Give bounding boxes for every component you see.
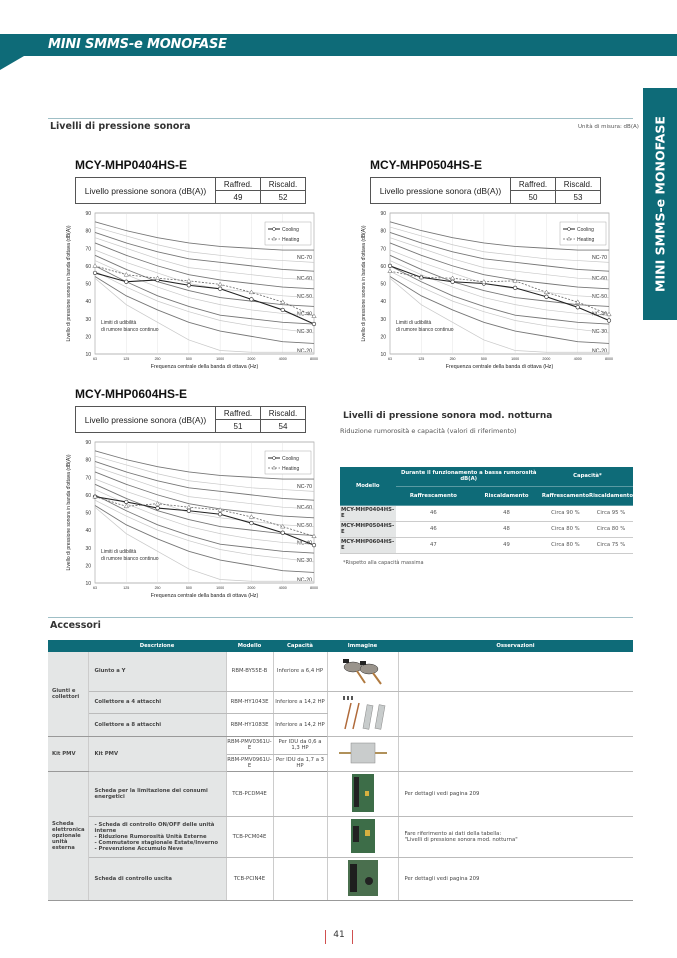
header-pipe-image <box>327 691 398 736</box>
model-block-0504 <box>370 158 601 204</box>
header-cooling: Raffrescamento <box>542 486 589 505</box>
cooling-point <box>312 322 316 326</box>
cell-description: Scheda per la limitazione dei consumi energetici <box>88 771 226 816</box>
x-tick-label: 500 <box>185 357 192 361</box>
cell: Circa 75 % <box>589 537 633 553</box>
cell: 46 <box>396 505 472 521</box>
y-tick-label: 80 <box>85 228 91 235</box>
cell: Circa 90 % <box>542 505 589 521</box>
sound-level-label: Livello pressione sonora (dB(A)) <box>76 178 216 204</box>
cell-model: MCY-MHP0404HS-E <box>341 507 395 519</box>
header-wedge <box>0 56 24 70</box>
nc-curve-label: NC-50 <box>297 293 312 300</box>
y-tick-label: 80 <box>85 457 91 464</box>
x-tick-label: 125 <box>123 586 130 590</box>
legend-label: Heating <box>577 237 595 243</box>
header-heating: Riscaldamento <box>471 486 542 505</box>
cooling-point <box>388 264 392 268</box>
sound-level-table <box>75 406 306 433</box>
section-title-accessories: Accessori <box>50 620 101 631</box>
y-tick-label: 50 <box>380 281 386 288</box>
x-tick-label: 1000 <box>216 586 225 590</box>
col-cooling: Raffred. <box>216 407 261 420</box>
nc-curve-label: NC-40 <box>297 311 312 318</box>
table-row <box>340 505 633 521</box>
nc-curve-label: NC-40 <box>592 311 607 318</box>
cell-model: RBM-PMV0361U-E <box>226 736 273 755</box>
cell: 49 <box>471 537 542 553</box>
x-tick-label: 250 <box>154 586 161 590</box>
y-tick-label: 40 <box>85 528 91 535</box>
table-row <box>48 652 633 691</box>
sound-level-table <box>75 177 306 204</box>
value-cooling: 51 <box>216 420 261 433</box>
annotation-text: Limiti di udibilità <box>396 320 432 326</box>
x-tick-label: 125 <box>418 357 425 361</box>
cooling-point <box>250 298 254 302</box>
cell: Circa 95 % <box>589 505 633 521</box>
table-row <box>340 537 633 553</box>
desc-line: - Commutatore stagionale Estate/Inverno <box>94 839 219 846</box>
cell-model: TCB-PCIN4E <box>226 857 273 900</box>
nc-curve-label: NC-70 <box>297 484 312 491</box>
nc-curve-label: NC-70 <box>592 255 607 262</box>
sound-level-label: Livello pressione sonora (dB(A)) <box>76 407 216 433</box>
col-heating: Riscald. <box>261 407 306 420</box>
cell-model: RBM-HY1083E <box>226 714 273 737</box>
cooling-point <box>218 512 222 516</box>
sound-level-table <box>370 177 601 204</box>
nc-curve-label: NC-20 <box>297 577 312 584</box>
table-row <box>48 771 633 816</box>
section-title-sound: Livelli di pressione sonora <box>50 121 191 132</box>
cell-description: Collettore a 8 attacchi <box>88 714 226 737</box>
header-capacity: Capacità* <box>542 467 633 486</box>
legend-cooling-marker <box>273 228 276 231</box>
nc-curve-label: NC-60 <box>297 505 312 512</box>
accessories-table <box>48 640 633 901</box>
x-tick-label: 8000 <box>310 586 318 590</box>
cell-model: RBM-PMV0961U-E <box>226 755 273 771</box>
annotation-text: di rumore bianco continuo <box>101 327 159 333</box>
pcb-image <box>327 857 398 900</box>
pcb-image <box>327 816 398 857</box>
value-heating: 52 <box>261 191 306 204</box>
legend-label: Cooling <box>577 227 594 233</box>
annotation-text: Limiti di udibilità <box>101 320 137 326</box>
cell-notes: Per dettagli vedi pagina 209 <box>398 771 633 816</box>
y-tick-label: 60 <box>85 263 91 270</box>
cooling-point <box>545 295 549 299</box>
legend-label: Cooling <box>282 227 299 233</box>
cooling-point <box>124 280 128 284</box>
y-tick-label: 30 <box>380 316 386 323</box>
nc-curve-label: NC-60 <box>592 276 607 283</box>
cooling-point <box>156 506 160 510</box>
nc-curve-label: NC-60 <box>297 276 312 283</box>
y-tick-label: 70 <box>85 475 91 482</box>
y-tick-label: 60 <box>380 263 386 270</box>
cooling-point <box>218 287 222 291</box>
legend-cooling-marker <box>568 228 571 231</box>
y-tick-label: 60 <box>85 492 91 499</box>
x-tick-label: 8000 <box>310 357 318 361</box>
y-tick-label: 80 <box>380 228 386 235</box>
cell-description: Giunto a Y <box>88 652 226 691</box>
cell-capacity: Per IDU da 0,6 a 1,3 HP <box>273 736 327 755</box>
nc-curve-label: NC-20 <box>592 348 607 355</box>
header-model: Modello <box>340 467 396 505</box>
cell-description: Collettore a 4 attacchi <box>88 691 226 714</box>
cooling-point <box>187 283 191 287</box>
header-heating: Riscaldamento <box>589 486 633 505</box>
y-tick-label: 70 <box>85 246 91 253</box>
section-divider <box>48 617 633 618</box>
x-tick-label: 8000 <box>605 357 613 361</box>
y-tick-label: 40 <box>380 299 386 306</box>
cell-model: RBM-HY1043E <box>226 691 273 714</box>
cooling-point <box>451 280 455 284</box>
x-tick-label: 4000 <box>573 357 582 361</box>
x-tick-label: 125 <box>123 357 130 361</box>
cell: 47 <box>396 537 472 553</box>
notes-line: "Livelli di pressione sonora mod. notturna" <box>404 836 518 843</box>
x-tick-label: 63 <box>388 357 392 361</box>
y-tick-label: 50 <box>85 510 91 517</box>
x-axis-label: Frequenza centrale della banda di ottava (Hz) <box>150 593 259 599</box>
header-capacity: Capacità <box>273 640 327 652</box>
header-low-noise: Durante il funzionamento a bassa rumorosità dB(A) <box>396 467 542 486</box>
cell-description <box>88 816 226 857</box>
cooling-point <box>250 521 254 525</box>
x-tick-label: 2000 <box>247 357 256 361</box>
annotation-text: di rumore bianco continuo <box>101 556 159 562</box>
cell-description: Kit PMV <box>88 736 226 771</box>
cooling-point <box>281 308 285 312</box>
y-tick-label: 40 <box>85 299 91 306</box>
unit-note: Unità di misura: dB(A) <box>578 124 639 130</box>
cooling-point <box>124 500 128 504</box>
night-title: Livelli di pressione sonora mod. notturna <box>343 411 553 421</box>
nc-chart-0404 <box>62 208 324 373</box>
cell: 48 <box>471 505 542 521</box>
cooling-point <box>93 271 97 275</box>
cell-capacity <box>273 816 327 857</box>
cell: Circa 80 % <box>589 521 633 537</box>
cell-capacity: Inferiore a 6,4 HP <box>273 652 327 691</box>
nc-curve-label: NC-40 <box>297 540 312 547</box>
page-number: 41 <box>325 930 353 944</box>
header-image: Immagine <box>327 640 398 652</box>
cell-model: MCY-MHP0504HS-E <box>341 523 395 535</box>
cell-notes <box>398 816 633 857</box>
desc-line: - Riduzione Rumorosità Unità Esterne <box>94 833 207 840</box>
cooling-point <box>281 531 285 535</box>
sound-level-label: Livello pressione sonora (dB(A)) <box>371 178 511 204</box>
y-axis-label: Livello di pressione sonora in banda d'ottava (dB(A)) <box>66 454 72 571</box>
notes-line: Fare riferimento ai dati della tabella: <box>404 830 502 837</box>
y-tick-label: 30 <box>85 545 91 552</box>
night-footnote: *Rispetto alla capacità massima <box>343 560 424 566</box>
x-tick-label: 2000 <box>247 586 256 590</box>
x-tick-label: 250 <box>449 357 456 361</box>
table-row <box>48 691 633 714</box>
model-block-0604 <box>75 387 306 433</box>
cell-model: TCB-PCM04E <box>226 816 273 857</box>
section-divider <box>48 118 633 119</box>
table-row <box>340 521 633 537</box>
cooling-point <box>513 286 517 290</box>
model-title: MCY-MHP0604HS-E <box>75 387 188 401</box>
nc-chart-0604 <box>62 437 324 602</box>
legend-label: Heating <box>282 466 300 472</box>
nc-curve-label: NC-50 <box>297 522 312 529</box>
group-pcb: Scheda elettronica opzionale unità esterna <box>48 771 88 900</box>
pmv-kit-image <box>327 736 398 771</box>
x-tick-label: 63 <box>93 357 97 361</box>
y-tick-label: 30 <box>85 316 91 323</box>
page-header-title: MINI SMMS-e MONOFASE <box>48 37 227 52</box>
model-title: MCY-MHP0504HS-E <box>370 158 483 172</box>
table-row <box>48 816 633 857</box>
cooling-point <box>576 305 580 309</box>
cell: 48 <box>471 521 542 537</box>
cell-notes: Per dettagli vedi pagina 209 <box>398 857 633 900</box>
night-subtitle: Riduzione rumorosità e capacità (valori di riferimento) <box>340 427 517 435</box>
cell-capacity <box>273 857 327 900</box>
y-joint-image <box>327 652 398 691</box>
cell-model: TCB-PCDM4E <box>226 771 273 816</box>
cell-capacity: Inferiore a 14,2 HP <box>273 714 327 737</box>
desc-line: - Scheda di controllo ON/OFF delle unità interne <box>94 821 215 834</box>
y-axis-label: Livello di pressione sonora in banda d'ottava (dB(A)) <box>66 225 72 342</box>
x-tick-label: 4000 <box>278 357 287 361</box>
x-tick-label: 500 <box>185 586 192 590</box>
value-cooling: 49 <box>216 191 261 204</box>
cell-notes <box>398 736 633 771</box>
cell-capacity: Inferiore a 14,2 HP <box>273 691 327 714</box>
header-notes: Osservazioni <box>398 640 633 652</box>
header-cooling: Raffrescamento <box>396 486 472 505</box>
annotation-text: Limiti di udibilità <box>101 549 137 555</box>
y-tick-label: 90 <box>85 211 91 217</box>
nc-curve-label: NC-20 <box>297 348 312 355</box>
group-pmv: Kit PMV <box>48 736 88 771</box>
night-mode-table <box>340 467 633 554</box>
col-heating: Riscald. <box>556 178 601 191</box>
desc-line: - Prevenzione Accumulo Neve <box>94 845 184 852</box>
nc-curve-label: NC-70 <box>297 255 312 262</box>
value-cooling: 50 <box>511 191 556 204</box>
y-tick-label: 20 <box>380 334 386 341</box>
nc-curve-label: NC-30 <box>297 558 312 565</box>
side-tab <box>643 88 677 320</box>
cooling-point <box>607 319 611 323</box>
header-group <box>48 640 88 652</box>
x-tick-label: 500 <box>480 357 487 361</box>
cell: Circa 80 % <box>542 521 589 537</box>
x-tick-label: 4000 <box>278 586 287 590</box>
legend-label: Cooling <box>282 456 299 462</box>
group-joints: Giunti e collettori <box>48 652 88 736</box>
cell-notes <box>398 691 633 736</box>
table-row <box>48 857 633 900</box>
x-axis-label: Frequenza centrale della banda di ottava (Hz) <box>150 364 259 370</box>
y-tick-label: 50 <box>85 281 91 288</box>
y-tick-label: 90 <box>380 211 386 217</box>
y-tick-label: 10 <box>85 581 91 587</box>
nc-curve-label: NC-30 <box>297 329 312 336</box>
col-heating: Riscald. <box>261 178 306 191</box>
header-description: Descrizione <box>88 640 226 652</box>
nc-curve-label: NC-50 <box>592 293 607 300</box>
legend-label: Heating <box>282 237 300 243</box>
annotation-text: di rumore bianco continuo <box>396 327 454 333</box>
cell-model: RBM-BY55E-B <box>226 652 273 691</box>
nc-curve-label: NC-30 <box>592 329 607 336</box>
cell-capacity <box>273 771 327 816</box>
y-tick-label: 10 <box>85 352 91 358</box>
col-cooling: Raffred. <box>511 178 556 191</box>
x-tick-label: 63 <box>93 586 97 590</box>
nc-chart-0504 <box>357 208 619 373</box>
x-tick-label: 2000 <box>542 357 551 361</box>
model-block-0404 <box>75 158 306 204</box>
y-tick-label: 90 <box>85 440 91 446</box>
value-heating: 54 <box>261 420 306 433</box>
y-tick-label: 70 <box>380 246 386 253</box>
y-tick-label: 20 <box>85 563 91 570</box>
y-axis-label: Livello di pressione sonora in banda d'ottava (dB(A)) <box>361 225 367 342</box>
cell: Circa 80 % <box>542 537 589 553</box>
model-title: MCY-MHP0404HS-E <box>75 158 188 172</box>
y-tick-label: 20 <box>85 334 91 341</box>
cell-notes <box>398 652 633 691</box>
pcb-image <box>327 771 398 816</box>
side-tab-label: MINI SMMS-e MONOFASE <box>652 116 668 292</box>
cell-description: Scheda di controllo uscita <box>88 857 226 900</box>
cell: 46 <box>396 521 472 537</box>
x-tick-label: 1000 <box>216 357 225 361</box>
value-heating: 53 <box>556 191 601 204</box>
header-model: Modello <box>226 640 273 652</box>
cooling-point <box>187 509 191 513</box>
cell-model: MCY-MHP0604HS-E <box>341 539 395 551</box>
y-tick-label: 10 <box>380 352 386 358</box>
legend-cooling-marker <box>273 457 276 460</box>
x-axis-label: Frequenza centrale della banda di ottava (Hz) <box>445 364 554 370</box>
cooling-point <box>312 543 316 547</box>
cell-capacity: Per IDU da 1,7 a 3 HP <box>273 755 327 771</box>
x-tick-label: 250 <box>154 357 161 361</box>
col-cooling: Raffred. <box>216 178 261 191</box>
table-row <box>48 736 633 755</box>
x-tick-label: 1000 <box>511 357 520 361</box>
